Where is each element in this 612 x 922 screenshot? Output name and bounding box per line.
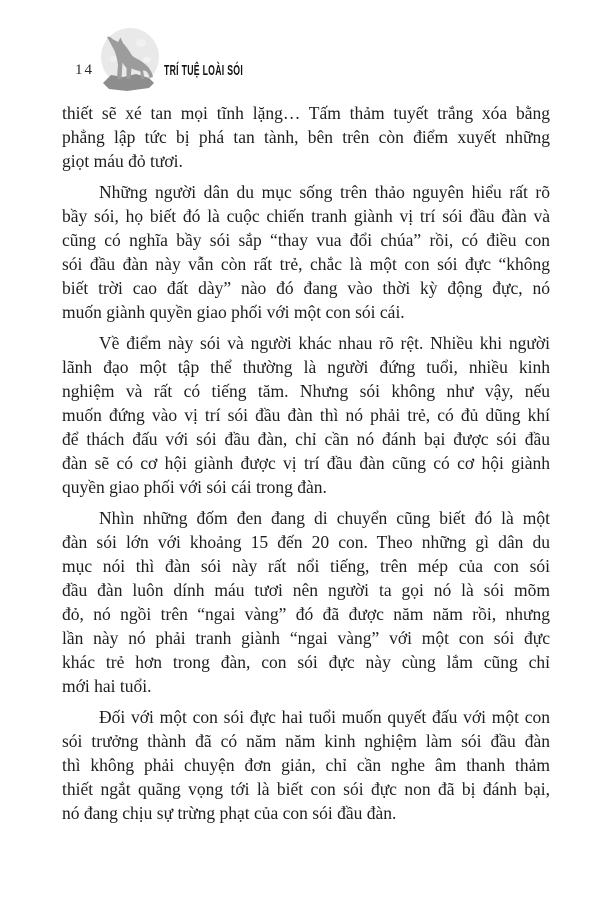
text-line: thiết sẽ xé tan mọi tĩnh lặng… Tấm thảm tuyết trắng xóa bằng xyxy=(62,103,550,123)
paragraph xyxy=(62,331,550,499)
text-line: để thách đấu với sói đầu đàn, chỉ cần nó đánh bại được sói đầu xyxy=(62,429,550,449)
paragraph xyxy=(62,180,550,324)
text-line: thì không phải chuyện đơn giản, chỉ cần nghe âm thanh thảm xyxy=(62,755,550,775)
text-line: giọt máu đỏ tươi. xyxy=(62,151,183,171)
text-line: sói đầu đàn này vẫn còn rất trẻ, chắc là một con sói đực “không xyxy=(62,254,550,274)
text-line: biết trời cao đất dày” nào đó đang vào thời kỳ động đực, nó xyxy=(62,278,550,298)
text-line: Những người dân du mục sống trên thảo nguyên hiểu rất rõ xyxy=(99,182,550,202)
text-line: muốn giành quyền giao phối với một con sói cái. xyxy=(62,302,405,322)
text-line: quyền giao phối với sói cái trong đàn. xyxy=(62,477,327,497)
paragraph xyxy=(62,101,550,173)
text-line: sói trưởng thành đã có năm năm kinh nghiệm làm sói đầu đàn xyxy=(62,731,550,751)
text-line: Về điểm này sói và người khác nhau rõ rệt. Nhiều khi người xyxy=(99,333,550,353)
text-line: đàn sẽ có cơ hội giành được vị trí đầu đàn cũng có cơ hội giành xyxy=(62,453,550,473)
text-line: nghiệm và rất có tiếng tăm. Nhưng sói không như vậy, nếu xyxy=(62,381,550,401)
text-line: bầy sói, họ biết đó là cuộc chiến tranh giành vị trí sói đầu đàn và xyxy=(62,206,550,226)
page-number: 14 xyxy=(75,62,94,78)
text-line: lần này nó phải tranh giành “ngai vàng” với một con sói đực xyxy=(62,628,550,648)
text-line: cũng có nghĩa bầy sói sắp “thay vua đổi chúa” rồi, có điều con xyxy=(62,230,550,250)
text-line: mục nói thì đàn sói này rất nổi tiếng, trên mép của con sói xyxy=(62,556,550,576)
text-block xyxy=(62,101,550,825)
book-title: TRÍ TUỆ LOÀI SÓI xyxy=(164,62,244,79)
text-line: đàn sói lớn với khoảng 15 đến 20 con. Theo những gì dân du xyxy=(62,532,550,552)
paragraph xyxy=(62,705,550,825)
text-line: thiết ngắt quãng vọng tới là biết con sói đực non đã bị đánh bại, xyxy=(62,779,550,799)
text-line: mới hai tuổi. xyxy=(62,676,152,696)
text-line: nó đang chịu sự trừng phạt của con sói đầu đàn. xyxy=(62,803,397,823)
text-line: muốn đứng vào vị trí sói đầu đàn thì nó phải trẻ, có đủ dũng khí xyxy=(62,405,550,425)
wolf-moon-logo-icon xyxy=(96,26,162,92)
text-line: đỏ, nó ngồi trên “ngai vàng” đó đã được năm năm rồi, nhưng xyxy=(62,604,550,624)
text-line: khác trẻ hơn trong đàn, con sói đực này cùng lắm cũng chỉ xyxy=(62,652,550,672)
text-line: đầu đàn luôn dính máu tươi nên người ta gọi nó là sói mõm xyxy=(62,580,550,600)
text-line: Nhìn những đốm đen đang di chuyển cũng biết đó là một xyxy=(99,508,550,528)
paragraph xyxy=(62,506,550,698)
text-line: Đối với một con sói đực hai tuổi muốn quyết đấu với một con xyxy=(99,707,550,727)
text-line: lãnh đạo một tập thể thường là người đứng tuổi, nhiều kinh xyxy=(62,357,550,377)
text-line: phẳng lập tức bị phá tan tành, bên trên còn điểm xuyết những xyxy=(62,127,550,147)
